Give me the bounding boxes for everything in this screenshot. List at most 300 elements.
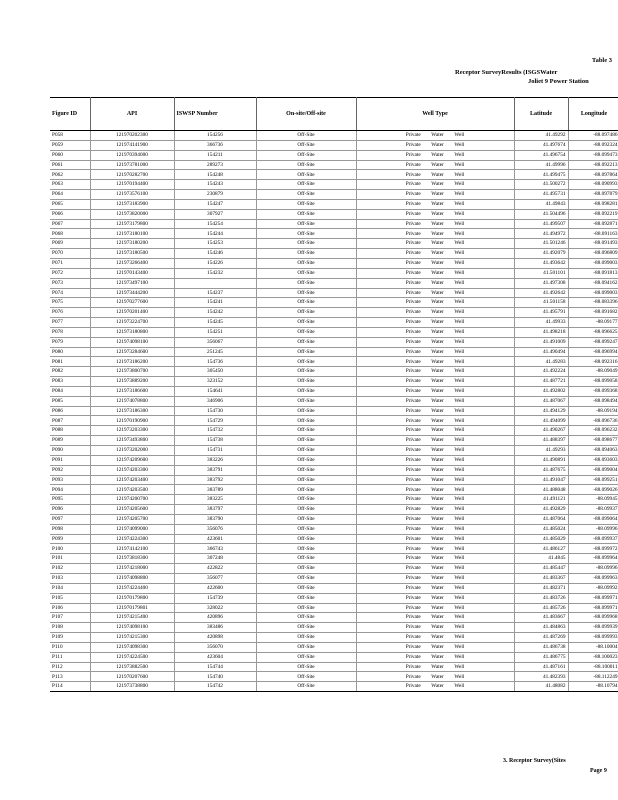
cell-api: 121973203300 xyxy=(90,426,174,436)
cell-well-type: Private Water Well xyxy=(356,455,514,465)
cell-iswsp-number: 383792 xyxy=(174,475,256,485)
cell-figure-id: P070 xyxy=(50,249,90,259)
cell-figure-id: P069 xyxy=(50,239,90,249)
table-row xyxy=(50,268,618,278)
cell-api: 121973179800 xyxy=(90,219,174,229)
cell-latitude: 41.49933 xyxy=(514,318,568,328)
table-row xyxy=(50,180,618,190)
table-row xyxy=(50,131,618,141)
cell-longitude: -88.099968 xyxy=(568,613,618,623)
table-row xyxy=(50,160,618,170)
cell-latitude: 41.495731 xyxy=(514,190,568,200)
cell-well-type: Private Water Well xyxy=(356,514,514,524)
cell-latitude: 41.492642 xyxy=(514,288,568,298)
cell-iswsp-number: 356076 xyxy=(174,524,256,534)
cell-figure-id: P096 xyxy=(50,505,90,515)
cell-site: Off-Site xyxy=(256,465,356,475)
table-number: Table 3 xyxy=(591,57,612,64)
cell-site: Off-Site xyxy=(256,554,356,564)
cell-api: 121974209600 xyxy=(90,455,174,465)
cell-site: Off-Site xyxy=(256,318,356,328)
header-longitude: Longitude xyxy=(568,98,618,131)
cell-api: 121970194400 xyxy=(90,180,174,190)
cell-figure-id: P083 xyxy=(50,377,90,387)
cell-well-type: Private Water Well xyxy=(356,475,514,485)
cell-site: Off-Site xyxy=(256,662,356,672)
cell-iswsp-number: 366743 xyxy=(174,544,256,554)
cell-iswsp-number: 154739 xyxy=(174,593,256,603)
table-row xyxy=(50,524,618,534)
cell-api: 121970143400 xyxy=(90,268,174,278)
cell-api: 121974203400 xyxy=(90,475,174,485)
cell-latitude: 41.493642 xyxy=(514,258,568,268)
cell-well-type: Private Water Well xyxy=(356,583,514,593)
cell-well-type: Private Water Well xyxy=(356,229,514,239)
cell-iswsp-number: 356067 xyxy=(174,337,256,347)
cell-longitude: -88.099004 xyxy=(568,465,618,475)
cell-longitude: -88.09194 xyxy=(568,406,618,416)
cell-latitude: 41.500272 xyxy=(514,180,568,190)
header-iswsp-number: ISWSP Number xyxy=(174,98,256,131)
cell-latitude: 41.501158 xyxy=(514,298,568,308)
cell-well-type: Private Water Well xyxy=(356,258,514,268)
cell-site: Off-Site xyxy=(256,239,356,249)
cell-longitude: -88.099972 xyxy=(568,544,618,554)
cell-well-type: Private Water Well xyxy=(356,347,514,357)
cell-longitude: -88.100011 xyxy=(568,662,618,672)
cell-figure-id: P097 xyxy=(50,514,90,524)
cell-site: Off-Site xyxy=(256,544,356,554)
cell-longitude: -88.09937 xyxy=(568,505,618,515)
cell-api: 121973180800 xyxy=(90,327,174,337)
cell-latitude: 41.486738 xyxy=(514,642,568,652)
table-row xyxy=(50,583,618,593)
cell-latitude: 41.485029 xyxy=(514,534,568,544)
table-row xyxy=(50,140,618,150)
cell-longitude: -88.099368 xyxy=(568,386,618,396)
table-row xyxy=(50,564,618,574)
cell-figure-id: P104 xyxy=(50,583,90,593)
cell-api: 121973738800 xyxy=(90,682,174,692)
cell-longitude: -88.096809 xyxy=(568,249,618,259)
cell-figure-id: P088 xyxy=(50,426,90,436)
cell-longitude: -88.098677 xyxy=(568,436,618,446)
cell-figure-id: P075 xyxy=(50,298,90,308)
table-row xyxy=(50,396,618,406)
cell-api: 121970277600 xyxy=(90,298,174,308)
cell-figure-id: P064 xyxy=(50,190,90,200)
cell-well-type: Private Water Well xyxy=(356,337,514,347)
footer-caption: 3. Receptor Survey(Sites xyxy=(503,758,566,764)
cell-longitude: -88.097864 xyxy=(568,170,618,180)
cell-longitude: -88.092219 xyxy=(568,209,618,219)
cell-well-type: Private Water Well xyxy=(356,662,514,672)
cell-latitude: 41.482393 xyxy=(514,672,568,682)
cell-api: 121974099000 xyxy=(90,524,174,534)
cell-iswsp-number: 154242 xyxy=(174,308,256,318)
cell-site: Off-Site xyxy=(256,436,356,446)
table-row xyxy=(50,652,618,662)
cell-latitude: 41.49293 xyxy=(514,446,568,456)
cell-site: Off-Site xyxy=(256,367,356,377)
cell-figure-id: P094 xyxy=(50,485,90,495)
cell-latitude: 41.496754 xyxy=(514,150,568,160)
cell-iswsp-number: 154738 xyxy=(174,436,256,446)
cell-well-type: Private Water Well xyxy=(356,396,514,406)
cell-site: Off-Site xyxy=(256,229,356,239)
cell-figure-id: P067 xyxy=(50,219,90,229)
cell-latitude: 41.487721 xyxy=(514,377,568,387)
cell-figure-id: P086 xyxy=(50,406,90,416)
cell-iswsp-number: 356070 xyxy=(174,642,256,652)
cell-well-type: Private Water Well xyxy=(356,170,514,180)
cell-well-type: Private Water Well xyxy=(356,436,514,446)
table-row xyxy=(50,288,618,298)
cell-longitude: -88.100023 xyxy=(568,652,618,662)
cell-iswsp-number: 154247 xyxy=(174,199,256,209)
cell-api: 121974215400 xyxy=(90,613,174,623)
cell-well-type: Private Water Well xyxy=(356,239,514,249)
table-row xyxy=(50,623,618,633)
cell-figure-id: P063 xyxy=(50,180,90,190)
cell-figure-id: P072 xyxy=(50,268,90,278)
cell-longitude: -88.099064 xyxy=(568,514,618,524)
cell-api: 121973186600 xyxy=(90,386,174,396)
cell-longitude: -88.091813 xyxy=(568,268,618,278)
cell-latitude: 41.488397 xyxy=(514,436,568,446)
cell-api: 121973889200 xyxy=(90,377,174,387)
table-row xyxy=(50,347,618,357)
cell-api: 121974098300 xyxy=(90,642,174,652)
cell-api: 121973180200 xyxy=(90,239,174,249)
cell-well-type: Private Water Well xyxy=(356,367,514,377)
table-row xyxy=(50,239,618,249)
cell-figure-id: P089 xyxy=(50,436,90,446)
table-body xyxy=(50,131,618,692)
cell-api: 121974078800 xyxy=(90,396,174,406)
table-row xyxy=(50,465,618,475)
cell-site: Off-Site xyxy=(256,140,356,150)
header-onsite-offsite: On-site/Off-site xyxy=(256,98,356,131)
cell-well-type: Private Water Well xyxy=(356,682,514,692)
table-row xyxy=(50,416,618,426)
cell-figure-id: P101 xyxy=(50,554,90,564)
cell-iswsp-number: 154729 xyxy=(174,416,256,426)
cell-longitude: -88.09945 xyxy=(568,495,618,505)
cell-site: Off-Site xyxy=(256,278,356,288)
cell-site: Off-Site xyxy=(256,298,356,308)
cell-iswsp-number: 154245 xyxy=(174,318,256,328)
cell-site: Off-Site xyxy=(256,249,356,259)
cell-well-type: Private Water Well xyxy=(356,268,514,278)
cell-iswsp-number: 356077 xyxy=(174,573,256,583)
cell-api: 121973224700 xyxy=(90,318,174,328)
cell-latitude: 41.501246 xyxy=(514,239,568,249)
cell-site: Off-Site xyxy=(256,180,356,190)
cell-longitude: -88.096736 xyxy=(568,416,618,426)
cell-site: Off-Site xyxy=(256,396,356,406)
table-row xyxy=(50,150,618,160)
cell-latitude: 41.495791 xyxy=(514,308,568,318)
cell-iswsp-number: 305450 xyxy=(174,367,256,377)
cell-latitude: 41.4845 xyxy=(514,554,568,564)
cell-api: 121973186300 xyxy=(90,406,174,416)
cell-latitude: 41.499475 xyxy=(514,170,568,180)
cell-iswsp-number: 383790 xyxy=(174,514,256,524)
cell-well-type: Private Water Well xyxy=(356,652,514,662)
table-row xyxy=(50,672,618,682)
cell-latitude: 41.486775 xyxy=(514,652,568,662)
cell-site: Off-Site xyxy=(256,573,356,583)
cell-longitude: -88.09177 xyxy=(568,318,618,328)
cell-site: Off-Site xyxy=(256,475,356,485)
table-row xyxy=(50,190,618,200)
cell-figure-id: P103 xyxy=(50,573,90,583)
cell-site: Off-Site xyxy=(256,160,356,170)
table-row xyxy=(50,475,618,485)
cell-site: Off-Site xyxy=(256,495,356,505)
cell-api: 121974141900 xyxy=(90,140,174,150)
cell-well-type: Private Water Well xyxy=(356,308,514,318)
cell-iswsp-number: 154248 xyxy=(174,170,256,180)
cell-latitude: 41.497308 xyxy=(514,278,568,288)
cell-site: Off-Site xyxy=(256,672,356,682)
cell-longitude: -88.092871 xyxy=(568,219,618,229)
cell-latitude: 41.492802 xyxy=(514,386,568,396)
cell-figure-id: P058 xyxy=(50,131,90,141)
table-row xyxy=(50,386,618,396)
cell-figure-id: P107 xyxy=(50,613,90,623)
cell-well-type: Private Water Well xyxy=(356,416,514,426)
cell-latitude: 41.499507 xyxy=(514,219,568,229)
cell-site: Off-Site xyxy=(256,268,356,278)
cell-iswsp-number: 154732 xyxy=(174,426,256,436)
cell-latitude: 41.492079 xyxy=(514,249,568,259)
cell-site: Off-Site xyxy=(256,327,356,337)
table-row xyxy=(50,603,618,613)
cell-api: 121973576100 xyxy=(90,190,174,200)
table-subtitle: Joliet 9 Power Station xyxy=(528,78,589,85)
header-api: API xyxy=(90,98,174,131)
cell-api: 121970179800 xyxy=(90,593,174,603)
cell-well-type: Private Water Well xyxy=(356,544,514,554)
cell-site: Off-Site xyxy=(256,514,356,524)
cell-site: Off-Site xyxy=(256,377,356,387)
cell-latitude: 41.494099 xyxy=(514,416,568,426)
cell-longitude: -88.096994 xyxy=(568,347,618,357)
cell-figure-id: P093 xyxy=(50,475,90,485)
table-row xyxy=(50,593,618,603)
cell-latitude: 41.492224 xyxy=(514,367,568,377)
cell-latitude: 41.487064 xyxy=(514,514,568,524)
cell-longitude: -88.092324 xyxy=(568,140,618,150)
table-row xyxy=(50,406,618,416)
cell-longitude: -88.083396 xyxy=(568,298,618,308)
cell-api: 121974203300 xyxy=(90,465,174,475)
cell-latitude: 41.490267 xyxy=(514,426,568,436)
cell-iswsp-number: 154253 xyxy=(174,239,256,249)
cell-latitude: 41.490891 xyxy=(514,455,568,465)
table-row xyxy=(50,633,618,643)
cell-api: 121974142100 xyxy=(90,544,174,554)
cell-iswsp-number: 346906 xyxy=(174,396,256,406)
cell-longitude: -88.099247 xyxy=(568,337,618,347)
cell-api: 121973882500 xyxy=(90,662,174,672)
cell-latitude: 41.484863 xyxy=(514,623,568,633)
cell-longitude: -88.099963 xyxy=(568,573,618,583)
cell-iswsp-number: 154243 xyxy=(174,180,256,190)
cell-well-type: Private Water Well xyxy=(356,446,514,456)
cell-iswsp-number xyxy=(174,278,256,288)
cell-longitude: -88.096625 xyxy=(568,327,618,337)
cell-site: Off-Site xyxy=(256,583,356,593)
cell-latitude: 41.487067 xyxy=(514,396,568,406)
cell-iswsp-number: 328022 xyxy=(174,603,256,613)
table-row xyxy=(50,170,618,180)
cell-longitude: -88.099003 xyxy=(568,288,618,298)
cell-well-type: Private Water Well xyxy=(356,603,514,613)
cell-iswsp-number: 423604 xyxy=(174,652,256,662)
cell-longitude: -88.092316 xyxy=(568,357,618,367)
cell-site: Off-Site xyxy=(256,593,356,603)
receptor-table-container xyxy=(50,97,618,692)
table-row xyxy=(50,662,618,672)
cell-iswsp-number: 154211 xyxy=(174,150,256,160)
cell-iswsp-number: 422822 xyxy=(174,564,256,574)
cell-iswsp-number: 251245 xyxy=(174,347,256,357)
cell-well-type: Private Water Well xyxy=(356,554,514,564)
cell-api: 121974098800 xyxy=(90,573,174,583)
cell-iswsp-number: 383226 xyxy=(174,455,256,465)
cell-well-type: Private Water Well xyxy=(356,140,514,150)
cell-longitude: -88.099251 xyxy=(568,475,618,485)
cell-site: Off-Site xyxy=(256,485,356,495)
cell-figure-id: P102 xyxy=(50,564,90,574)
cell-site: Off-Site xyxy=(256,308,356,318)
cell-well-type: Private Water Well xyxy=(356,465,514,475)
cell-iswsp-number: 154641 xyxy=(174,386,256,396)
cell-well-type: Private Water Well xyxy=(356,278,514,288)
cell-site: Off-Site xyxy=(256,347,356,357)
cell-figure-id: P074 xyxy=(50,288,90,298)
cell-latitude: 41.49996 xyxy=(514,160,568,170)
table-row xyxy=(50,229,618,239)
cell-figure-id: P092 xyxy=(50,465,90,475)
cell-api: 121973180500 xyxy=(90,249,174,259)
cell-well-type: Private Water Well xyxy=(356,534,514,544)
cell-latitude: 41.487675 xyxy=(514,465,568,475)
cell-longitude: -88.092213 xyxy=(568,160,618,170)
cell-iswsp-number: 154731 xyxy=(174,446,256,456)
cell-well-type: Private Water Well xyxy=(356,180,514,190)
cell-longitude: -88.091163 xyxy=(568,229,618,239)
cell-figure-id: P091 xyxy=(50,455,90,465)
cell-well-type: Private Water Well xyxy=(356,288,514,298)
table-title: Receptor SurveyResults (ISGSWater xyxy=(455,69,558,76)
cell-well-type: Private Water Well xyxy=(356,495,514,505)
cell-longitude: -88.098281 xyxy=(568,199,618,209)
cell-iswsp-number: 383225 xyxy=(174,495,256,505)
cell-api: 121970201400 xyxy=(90,308,174,318)
cell-longitude: -88.098494 xyxy=(568,396,618,406)
cell-api: 121974098100 xyxy=(90,623,174,633)
table-row xyxy=(50,436,618,446)
cell-longitude: -88.112249 xyxy=(568,672,618,682)
cell-well-type: Private Water Well xyxy=(356,426,514,436)
cell-latitude: 41.49283 xyxy=(514,357,568,367)
cell-well-type: Private Water Well xyxy=(356,199,514,209)
cell-api: 121974224500 xyxy=(90,652,174,662)
cell-figure-id: P105 xyxy=(50,593,90,603)
cell-site: Off-Site xyxy=(256,219,356,229)
cell-figure-id: P098 xyxy=(50,524,90,534)
cell-well-type: Private Water Well xyxy=(356,642,514,652)
cell-site: Off-Site xyxy=(256,652,356,662)
cell-well-type: Private Water Well xyxy=(356,623,514,633)
cell-well-type: Private Water Well xyxy=(356,593,514,603)
cell-api: 121974203500 xyxy=(90,485,174,495)
cell-longitude: -88.099937 xyxy=(568,534,618,544)
cell-iswsp-number: 420896 xyxy=(174,613,256,623)
cell-longitude: -88.09992 xyxy=(568,583,618,593)
cell-well-type: Private Water Well xyxy=(356,131,514,141)
cell-iswsp-number: 154744 xyxy=(174,662,256,672)
cell-iswsp-number: 323152 xyxy=(174,377,256,387)
cell-latitude: 41.491121 xyxy=(514,495,568,505)
cell-figure-id: P100 xyxy=(50,544,90,554)
cell-longitude: -88.094162 xyxy=(568,278,618,288)
cell-longitude: -88.090993 xyxy=(568,180,618,190)
cell-iswsp-number: 289273 xyxy=(174,160,256,170)
cell-latitude: 41.483726 xyxy=(514,593,568,603)
table-row xyxy=(50,682,618,692)
cell-site: Off-Site xyxy=(256,170,356,180)
cell-iswsp-number: 383797 xyxy=(174,505,256,515)
cell-figure-id: P079 xyxy=(50,337,90,347)
cell-iswsp-number: 423601 xyxy=(174,534,256,544)
table-row xyxy=(50,455,618,465)
cell-iswsp-number: 154740 xyxy=(174,672,256,682)
cell-api: 121974205700 xyxy=(90,514,174,524)
cell-site: Off-Site xyxy=(256,386,356,396)
cell-api: 121974224400 xyxy=(90,583,174,593)
cell-latitude: 41.49843 xyxy=(514,199,568,209)
cell-figure-id: P061 xyxy=(50,160,90,170)
cell-longitude: -88.094063 xyxy=(568,446,618,456)
cell-iswsp-number: 154736 xyxy=(174,357,256,367)
cell-site: Off-Site xyxy=(256,337,356,347)
table-row xyxy=(50,534,618,544)
cell-site: Off-Site xyxy=(256,357,356,367)
cell-longitude: -88.10004 xyxy=(568,642,618,652)
cell-well-type: Private Water Well xyxy=(356,209,514,219)
cell-figure-id: P106 xyxy=(50,603,90,613)
cell-site: Off-Site xyxy=(256,613,356,623)
cell-well-type: Private Water Well xyxy=(356,298,514,308)
cell-latitude: 41.483367 xyxy=(514,573,568,583)
cell-api: 121974224300 xyxy=(90,534,174,544)
cell-figure-id: P113 xyxy=(50,672,90,682)
cell-api: 121973180100 xyxy=(90,229,174,239)
cell-site: Off-Site xyxy=(256,416,356,426)
cell-latitude: 41.482371 xyxy=(514,583,568,593)
table-row xyxy=(50,642,618,652)
cell-longitude: -88.093603 xyxy=(568,455,618,465)
cell-latitude: 41.504496 xyxy=(514,209,568,219)
cell-site: Off-Site xyxy=(256,524,356,534)
receptor-table xyxy=(50,97,618,692)
cell-iswsp-number: 154256 xyxy=(174,131,256,141)
